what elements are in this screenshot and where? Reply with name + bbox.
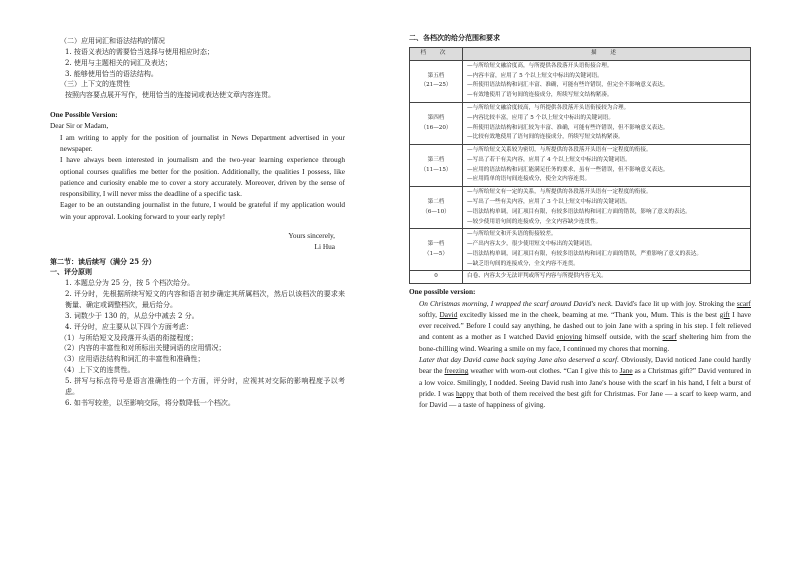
description-line: —语法结构单调，词汇项目有限，有较多语法结构和词汇方面的错误，影响了意义的表达。 — [467, 208, 691, 215]
keyword: enjoying — [556, 332, 583, 342]
grade-row — [410, 145, 751, 187]
keyword: scarf — [736, 298, 751, 308]
text: excitedly kissed me in the cheek, beaming at me. “Thank you, Mum. This is the best — [457, 309, 720, 319]
table-title: 二、各档次的给分范围和要求 — [409, 33, 500, 42]
letter-closing: Yours sincerely, — [288, 231, 335, 241]
letter-paragraph: I have always been interested in journalism and the two-year learning experience through optional courses qualifies me better for the position. Additionally, the qualities I possess, like patience and curiosity enable me to cover a story accurately. Moreover, driven by the sense of responsibility, I will never miss the deadline of a specific task. — [60, 155, 345, 199]
grade-score-range: （11—15） — [420, 166, 452, 173]
principles-list — [50, 278, 345, 408]
table-header-row — [410, 47, 751, 60]
text: Obviously, David noticed Jane could hardly bear the — [419, 355, 751, 376]
section-title: 第二节：读后续写（满分 25 分） — [50, 256, 156, 266]
principle-item: （1）与所给短文及段落开头语的衔接程度； — [60, 333, 198, 342]
letter-paragraph: Eager to be an outstanding journalist in the future, I would be grateful if my application would win your approval. Looking forward to your early reply! — [60, 200, 345, 221]
left-column — [50, 36, 345, 408]
grade-row — [410, 187, 751, 229]
description-line: 白卷、内容太少无法评判或所写内容与所提供内容无关。 — [467, 273, 607, 280]
keyword: freezing — [444, 366, 469, 376]
grade-row — [410, 271, 751, 284]
grade-level — [410, 229, 463, 271]
grade-level-name: 第一档 — [427, 241, 445, 248]
description-line: —缺乏语句间的连接成分，全文内容不连贯。 — [467, 260, 579, 267]
grade-description — [463, 60, 751, 102]
keyword: scarf — [662, 332, 677, 342]
description-line: —与所给短文和开头语的衔接较差。 — [467, 231, 557, 238]
keyword: David — [439, 309, 458, 319]
description-line: —与所给短文有一定的关系，与所提供的各段落开头语有一定程度的衔接。 — [467, 189, 652, 196]
principles-title: 一、评分原则 — [50, 267, 92, 277]
description-line: —产出内容太少，很少使用短文中标出的关键词语。 — [467, 241, 596, 248]
text: as a Christmas gift?” David ventured in a low voice. Smilingly, I nodded. Seeing David rush into Jane's house with the scarf in his hand, I felt a burst of pride. I was — [419, 366, 752, 398]
grade-score-range: （1—5） — [424, 250, 448, 257]
description-line: —所使用语法结构和词汇丰富、准确，可能有些许错误，但完全不影响意义表达。 — [467, 82, 669, 89]
grade-description — [463, 229, 751, 271]
keyword: happy — [456, 388, 474, 398]
description-line: —语法结构单调，词汇项目有限，有较多语法结构和词汇方面的错误，严重影响了意义的表达。 — [467, 250, 702, 257]
grade-description — [463, 187, 751, 229]
grade-row — [410, 60, 751, 102]
letter-title: One Possible Version: — [50, 110, 118, 120]
description-line: —写出了若干有关内容，应用了 4 个以上短文中标出的关键词语。 — [467, 156, 631, 163]
text: I have ever received.” Before I could say anything, he dashed out to join Jane with a spring in his step. I felt relieved and content as a mother as I watched David — [419, 309, 751, 342]
story-paragraph — [409, 354, 751, 410]
text: sheltering him from the bone-chilling wind. Wearing a smile on my face, I continued my chores that morning. — [419, 332, 751, 353]
salutation: Dear Sir or Madam, — [50, 121, 109, 131]
description-line: —应用的语法结构和词汇能满足任务的要求，虽有一些错误，但不影响意义表达。 — [467, 166, 669, 173]
version-title: One possible version: — [409, 287, 476, 297]
grade-level-name: 第五档 — [427, 72, 445, 79]
grade-row — [410, 102, 751, 144]
description-line: —有效地使用了语句间的连接成分，所续写短文结构紧凑。 — [467, 92, 613, 99]
grade-score-range: （21—25） — [420, 82, 452, 89]
principle-item: 6. 如书写较差，以至影响交际，将分数降低一个档次。 — [65, 398, 235, 407]
criteria-heading-3: （三）上下文的连贯性 — [60, 80, 130, 89]
principle-item: 5. 拼写与标点符号是语言准确性的一个方面，评分时，应视其对交际的影响程度予以考虑。 — [65, 376, 345, 396]
story-paragraph — [409, 298, 751, 354]
header-description: 描 述 — [463, 47, 751, 60]
grade-description — [463, 102, 751, 144]
grade-level — [410, 60, 463, 102]
grade-level-name: 第三档 — [427, 156, 445, 163]
principle-item: （2）内容的丰富性和对所标出关键词语的应用情况； — [60, 344, 226, 353]
principle-item: （4）上下文的连贯性。 — [60, 366, 135, 375]
paragraph-lead: On Christmas morning, I wrapped the scarf around David's neck. — [419, 298, 613, 308]
grade-level — [410, 102, 463, 144]
right-column — [409, 33, 751, 411]
header-level: 档 次 — [410, 47, 463, 60]
grade-level — [410, 271, 463, 284]
criteria-item: 1. 按语义表达的需要恰当选择与使用相应时态； — [65, 47, 214, 56]
description-line: —写出了一些有关内容，应用了 3 个以上短文中标出的关键词语。 — [467, 199, 631, 205]
grade-score-range: （6—10） — [422, 208, 450, 215]
description-line: —较少使用语句间的连接成分，全文内容缺少连贯性。 — [467, 218, 602, 225]
text: weather with worn-out clothes. “Can I give this to — [468, 366, 620, 376]
principle-item: 2. 评分时，先根据所续写短文的内容和语言初步确定其所属档次，然后以该档次的要求来衡量、确定或调整档次，最后给分。 — [65, 290, 345, 309]
keyword: Jane — [619, 366, 633, 376]
text: David's face lit up with joy. Stroking the — [612, 298, 737, 308]
principle-item: （3）应用语法结构和词汇的丰富性和准确性； — [60, 355, 205, 364]
description-line: —内容比较丰富，应用了 5 个以上短文中标出的关键词语。 — [467, 114, 614, 121]
text: that both of them received the best gift for Christmas. For Jane — a scarf to keep warm, and for David — a taste of happiness of giving. — [419, 388, 751, 410]
principle-item: 4. 评分时，应主要从以下四个方面考虑： — [65, 322, 193, 331]
criteria-item: 3. 能够使用恰当的语法结构。 — [65, 69, 158, 78]
grade-level — [410, 187, 463, 229]
letter-signature: Li Hua — [314, 242, 335, 252]
grade-row — [410, 229, 751, 271]
criteria-list — [50, 36, 345, 101]
criteria-text: 按照内容要点展开写作，使用恰当的连接词或表达使文章内容连贯。 — [65, 91, 275, 100]
grading-table — [409, 47, 751, 284]
keyword: gift — [719, 309, 730, 319]
grade-level — [410, 145, 463, 187]
description-line: —与所给短文融洽度高，与所提供各段落开头语衔接合理。 — [467, 62, 613, 69]
description-line: —与所给短文融洽度较高，与所提供各段落开头语衔接较为合理。 — [467, 104, 630, 111]
description-line: —所使用语法结构和词汇较为丰富、准确，可能有些许错误，但不影响意义表达。 — [467, 124, 669, 131]
grade-description — [463, 145, 751, 187]
description-line: —应用简单的语句间连接成分，使全文内容连贯。 — [467, 176, 591, 183]
grade-level-name: 0 — [434, 273, 438, 280]
paragraph-lead: Later that day David came back saying Jane also deserved a scarf. — [419, 355, 619, 365]
description-line: —比较有效地使用了语句间的连接成分，所续写短文结构紧凑。 — [467, 134, 624, 141]
principle-item: 1. 本题总分为 25 分，按 5 个档次给分。 — [65, 279, 195, 288]
text: softly, — [419, 309, 440, 319]
grade-score-range: （16—20） — [420, 124, 452, 131]
grade-level-name: 第四档 — [427, 114, 445, 121]
criteria-heading-2: （二）应用词汇和语法结构的情况 — [60, 37, 165, 45]
letter-paragraph: I am writing to apply for the position of journalist in News Department advertised in your newspaper. — [60, 132, 345, 153]
criteria-item: 2. 使用与主题相关的词汇及表达； — [65, 58, 172, 67]
description-line: —与所给短文关系较为密切，与所提供的各段落开头语有一定程度的衔接。 — [467, 147, 652, 154]
grade-description — [463, 271, 751, 284]
text: himself outside, with the — [582, 332, 663, 342]
description-line: —内容丰富，应用了 5 个以上短文中标出的关键词语。 — [467, 72, 603, 79]
principle-item: 3. 词数少于 130 的，从总分中减去 2 分。 — [65, 311, 199, 320]
grade-level-name: 第二档 — [427, 199, 445, 205]
